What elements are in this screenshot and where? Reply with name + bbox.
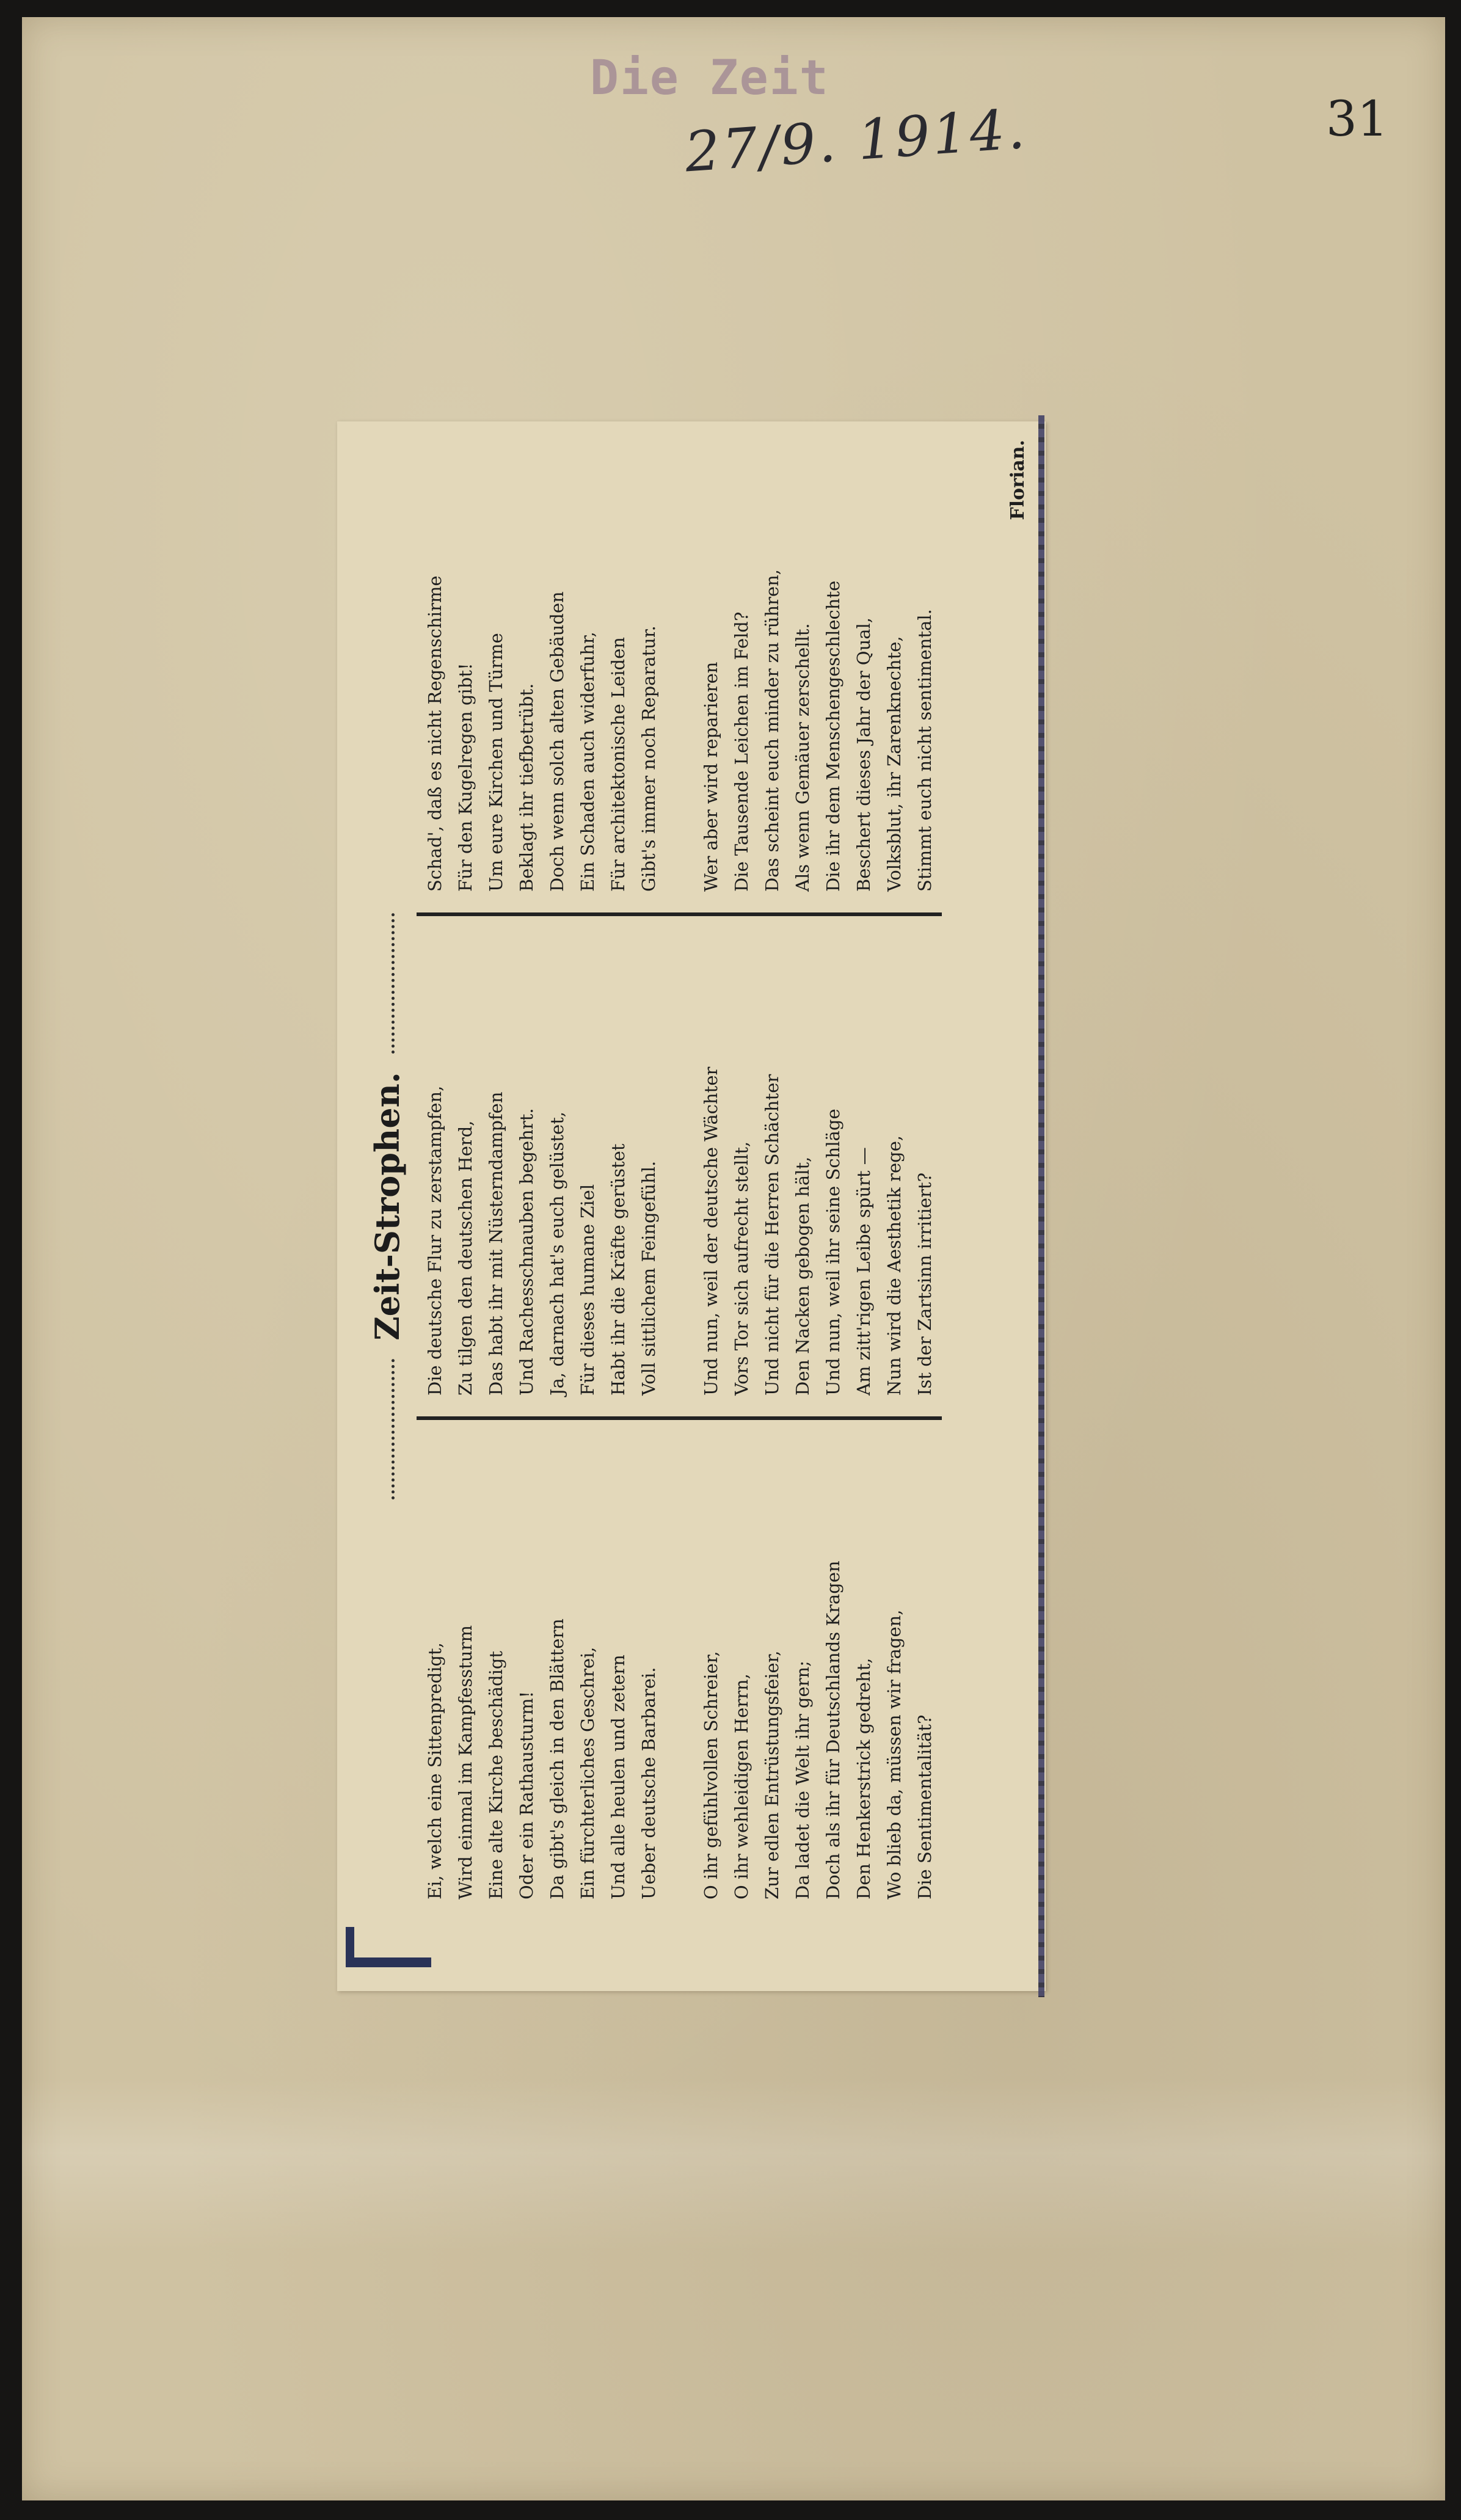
poem-line: Und nun, weil ihr seine Schläge <box>823 1109 843 1396</box>
poem-line: Und Rachesschnauben begehrt. <box>516 1108 537 1396</box>
poem-line: Die ihr dem Menschengeschlechte <box>823 580 843 892</box>
stanza-gap <box>664 931 696 1396</box>
poem-line: Gibt's immer noch Reparatur. <box>638 625 659 892</box>
handwritten-date: 27/9. 1914. <box>683 97 1029 185</box>
poem-line: Den Henkerstrick gedreht, <box>853 1658 874 1899</box>
poem-line: O ihr gefühlvollen Schreier, <box>701 1651 721 1899</box>
poem-line: Die deutsche Flur zu zerstampfen, <box>424 1085 445 1396</box>
stanza-gap <box>664 1435 696 1899</box>
poem-line: Zu tilgen den deutschen Herd, <box>455 1120 476 1396</box>
poem-title-text: Zeit-Strophen. <box>368 1072 407 1341</box>
column-rule-1 <box>417 1416 942 1420</box>
poem-title <box>368 421 407 1991</box>
poem-line: Ei, welch eine Sittenpredigt, <box>424 1642 445 1899</box>
poem-column-3 <box>420 440 940 892</box>
poem-line: Doch wenn solch alten Gebäuden <box>547 591 567 892</box>
poem-line: Oder ein Rathausturm! <box>516 1691 537 1899</box>
author-signature: Florian. <box>1007 440 1029 520</box>
newspaper-stamp: Die Zeit <box>590 51 829 106</box>
poem-line: Wer aber wird reparieren <box>701 661 721 892</box>
poem-line: Beschert dieses Jahr der Qual, <box>853 617 874 892</box>
poem-line: Als wenn Gemäuer zerschellt. <box>792 623 813 892</box>
poem-line: Für den Kugelregen gibt! <box>455 663 476 892</box>
poem-line: Ueber deutsche Barbarei. <box>638 1667 659 1899</box>
poem-line: Und alle heulen und zetern <box>608 1655 628 1899</box>
poem-line: Doch als ihr für Deutschlands Kragen <box>823 1560 843 1899</box>
poem-line: Und nicht für die Herren Schächter <box>762 1074 782 1396</box>
poem-line: Für dieses humane Ziel <box>577 1184 598 1396</box>
poem-line: Stimmt euch nicht sentimental. <box>914 609 935 892</box>
poem-line: Zur edlen Entrüstungsfeier, <box>762 1650 782 1899</box>
poem-line: Da ladet die Welt ihr gern; <box>792 1661 813 1899</box>
stanza-gap <box>664 440 696 892</box>
title-ornament-left <box>385 1359 395 1499</box>
poem-line: Ein Schaden auch widerfuhr, <box>577 632 598 892</box>
poem-line: Die Sentimentalität? <box>914 1714 935 1899</box>
poem-line: Ja, darnach hat's euch gelüstet, <box>547 1111 567 1396</box>
poem-line: Wo blieb da, müssen wir fragen, <box>884 1609 905 1899</box>
title-ornament-right <box>385 913 395 1054</box>
poem-line: Habt ihr die Kräfte gerüstet <box>608 1143 628 1396</box>
poem-line: Um eure Kirchen und Türme <box>486 633 506 892</box>
poem-line: Die Tausende Leichen im Feld? <box>731 611 752 892</box>
poem-line: Ein fürchterliches Geschrei, <box>577 1647 598 1899</box>
poem-column-2 <box>420 931 940 1396</box>
poem-line: Am zitt'rigen Leibe spürt — <box>853 1147 874 1396</box>
poem-line: Da gibt's gleich in den Blättern <box>547 1619 567 1899</box>
poem-line: O ihr wehleidigen Herrn, <box>731 1673 752 1899</box>
poem-line: Voll sittlichem Feingefühl. <box>638 1160 659 1396</box>
poem-line: Vors Tor sich aufrecht stellt, <box>731 1141 752 1396</box>
page-number: 31 <box>1326 90 1388 147</box>
poem-line: Für architektonische Leiden <box>608 637 628 892</box>
poem-line: Ist der Zartsinn irritiert? <box>914 1172 935 1396</box>
rotated-poem-block <box>337 421 1046 1991</box>
poem-line: Und nun, weil der deutsche Wächter <box>701 1066 721 1396</box>
column-rule-2 <box>417 912 942 916</box>
poem-line: Den Nacken gebogen hält, <box>792 1156 813 1396</box>
poem-line: Eine alte Kirche beschädigt <box>486 1650 506 1899</box>
poem-line: Volksblut, ihr Zarenknechte, <box>884 636 905 892</box>
poem-line: Das habt ihr mit Nüsterndampfen <box>486 1091 506 1396</box>
poem-line: Schad', daß es nicht Regenschirme <box>424 575 445 892</box>
poem-column-1 <box>420 1435 940 1899</box>
poem-line: Beklagt ihr tiefbetrübt. <box>516 683 537 892</box>
poem-line: Nun wird die Aesthetik rege, <box>884 1135 905 1396</box>
poem-line: Das scheint euch minder zu rühren, <box>762 569 782 892</box>
poem-line: Wird einmal im Kampfessturm <box>455 1625 476 1899</box>
